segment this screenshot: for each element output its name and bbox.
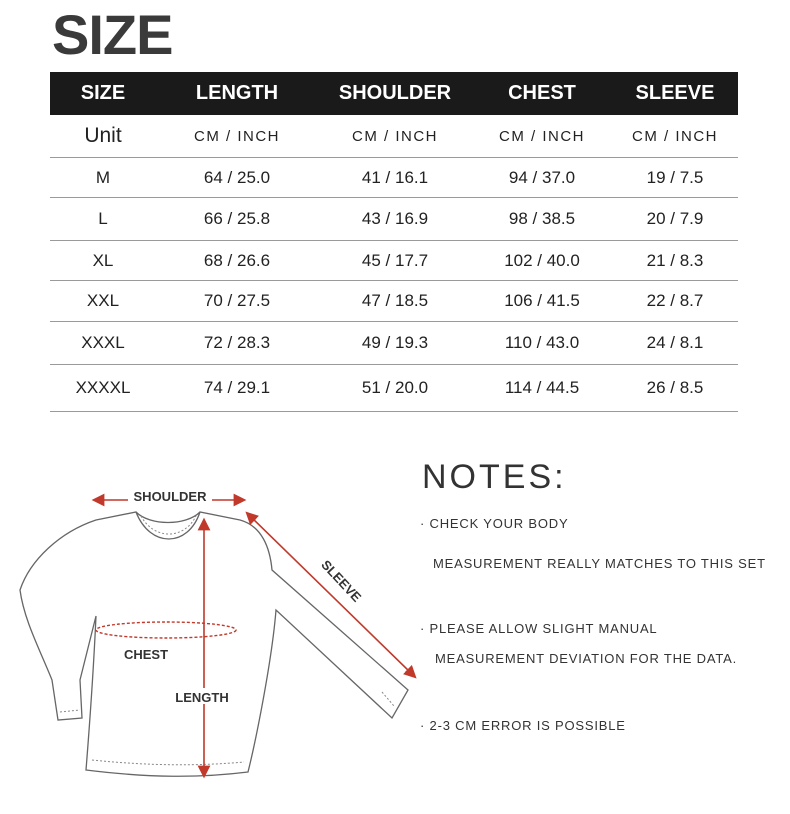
length-cell: 72 / 28.3 bbox=[203, 333, 271, 352]
unit-chest: CM / INCH bbox=[499, 127, 585, 145]
sleeve-arrow bbox=[250, 516, 412, 674]
header-length: LENGTH bbox=[195, 82, 279, 104]
page-title: SIZE bbox=[52, 3, 173, 66]
shoulder-label: SHOULDER bbox=[133, 489, 207, 504]
table-row bbox=[50, 281, 738, 322]
length-cell: 64 / 25.0 bbox=[203, 167, 271, 187]
collar-outline bbox=[136, 512, 200, 539]
sleeve-cell: 19 / 7.5 bbox=[646, 167, 704, 187]
size-cell: XXXXL bbox=[75, 378, 131, 397]
length-cell: 68 / 26.6 bbox=[203, 250, 271, 270]
size-cell: XXL bbox=[86, 291, 120, 310]
cuff-stitch-right bbox=[382, 692, 394, 706]
sleeve-cell: 20 / 7.9 bbox=[646, 209, 704, 228]
note-line: MEASUREMENT DEVIATION FOR THE DATA. bbox=[435, 651, 737, 666]
note-line: · PLEASE ALLOW SLIGHT MANUAL bbox=[420, 621, 658, 636]
unit-row bbox=[50, 115, 738, 158]
size-cell: M bbox=[95, 167, 111, 187]
sleeve-cell: 22 / 8.7 bbox=[646, 291, 704, 310]
unit-sleeve: CM / INCH bbox=[632, 127, 718, 145]
table-row bbox=[50, 365, 738, 412]
size-cell: XXXL bbox=[81, 333, 125, 352]
sleeve-cell: 26 / 8.5 bbox=[646, 378, 704, 397]
shoulder-cell: 43 / 16.9 bbox=[361, 209, 429, 228]
sleeve-cell: 24 / 8.1 bbox=[646, 333, 704, 352]
header-size: SIZE bbox=[80, 82, 126, 104]
shoulder-cell: 49 / 19.3 bbox=[361, 333, 429, 352]
chest-cell: 110 / 43.0 bbox=[504, 333, 580, 352]
shirt-diagram bbox=[0, 460, 420, 800]
header-sleeve: SLEEVE bbox=[635, 82, 715, 104]
chest-cell: 98 / 38.5 bbox=[508, 209, 576, 228]
notes-section bbox=[422, 458, 790, 497]
note-line: · 2-3 CM ERROR IS POSSIBLE bbox=[420, 718, 626, 733]
shoulder-cell: 47 / 18.5 bbox=[361, 291, 429, 310]
chest-cell: 94 / 37.0 bbox=[508, 167, 576, 187]
sleeve-cell: 21 / 8.3 bbox=[646, 250, 704, 270]
size-table bbox=[50, 72, 738, 412]
chest-label: CHEST bbox=[123, 647, 169, 662]
length-cell: 66 / 25.8 bbox=[203, 209, 271, 228]
note-line: MEASUREMENT REALLY MATCHES TO THIS SET bbox=[433, 556, 766, 571]
unit-label: Unit bbox=[84, 124, 122, 147]
chest-cell: 106 / 41.5 bbox=[504, 291, 580, 310]
chest-cell: 114 / 44.5 bbox=[504, 378, 580, 397]
size-cell: L bbox=[98, 209, 108, 228]
header-chest: CHEST bbox=[508, 82, 576, 104]
length-cell: 74 / 29.1 bbox=[203, 378, 271, 397]
header-shoulder: SHOULDER bbox=[338, 82, 452, 104]
length-cell: 70 / 27.5 bbox=[203, 291, 271, 310]
chest-ellipse bbox=[96, 622, 236, 638]
unit-length: CM / INCH bbox=[194, 127, 280, 145]
table-row bbox=[50, 198, 738, 241]
table-row bbox=[50, 158, 738, 198]
length-label: LENGTH bbox=[175, 690, 229, 705]
shoulder-cell: 41 / 16.1 bbox=[361, 167, 429, 187]
note-line: · CHECK YOUR BODY bbox=[420, 516, 569, 531]
shoulder-cell: 51 / 20.0 bbox=[361, 378, 429, 397]
cuff-stitch-left bbox=[60, 710, 80, 712]
table-header bbox=[50, 72, 738, 115]
table-row bbox=[50, 241, 738, 281]
size-cell: XL bbox=[92, 250, 114, 270]
unit-shoulder: CM / INCH bbox=[352, 127, 438, 145]
chest-cell: 102 / 40.0 bbox=[504, 250, 580, 270]
shirt-outline bbox=[20, 512, 408, 776]
table-row bbox=[50, 322, 738, 365]
notes-title: NOTES: bbox=[422, 458, 567, 496]
sleeve-label: SLEEVE bbox=[318, 557, 365, 605]
shoulder-cell: 45 / 17.7 bbox=[361, 250, 429, 270]
hem-stitch bbox=[92, 760, 244, 765]
